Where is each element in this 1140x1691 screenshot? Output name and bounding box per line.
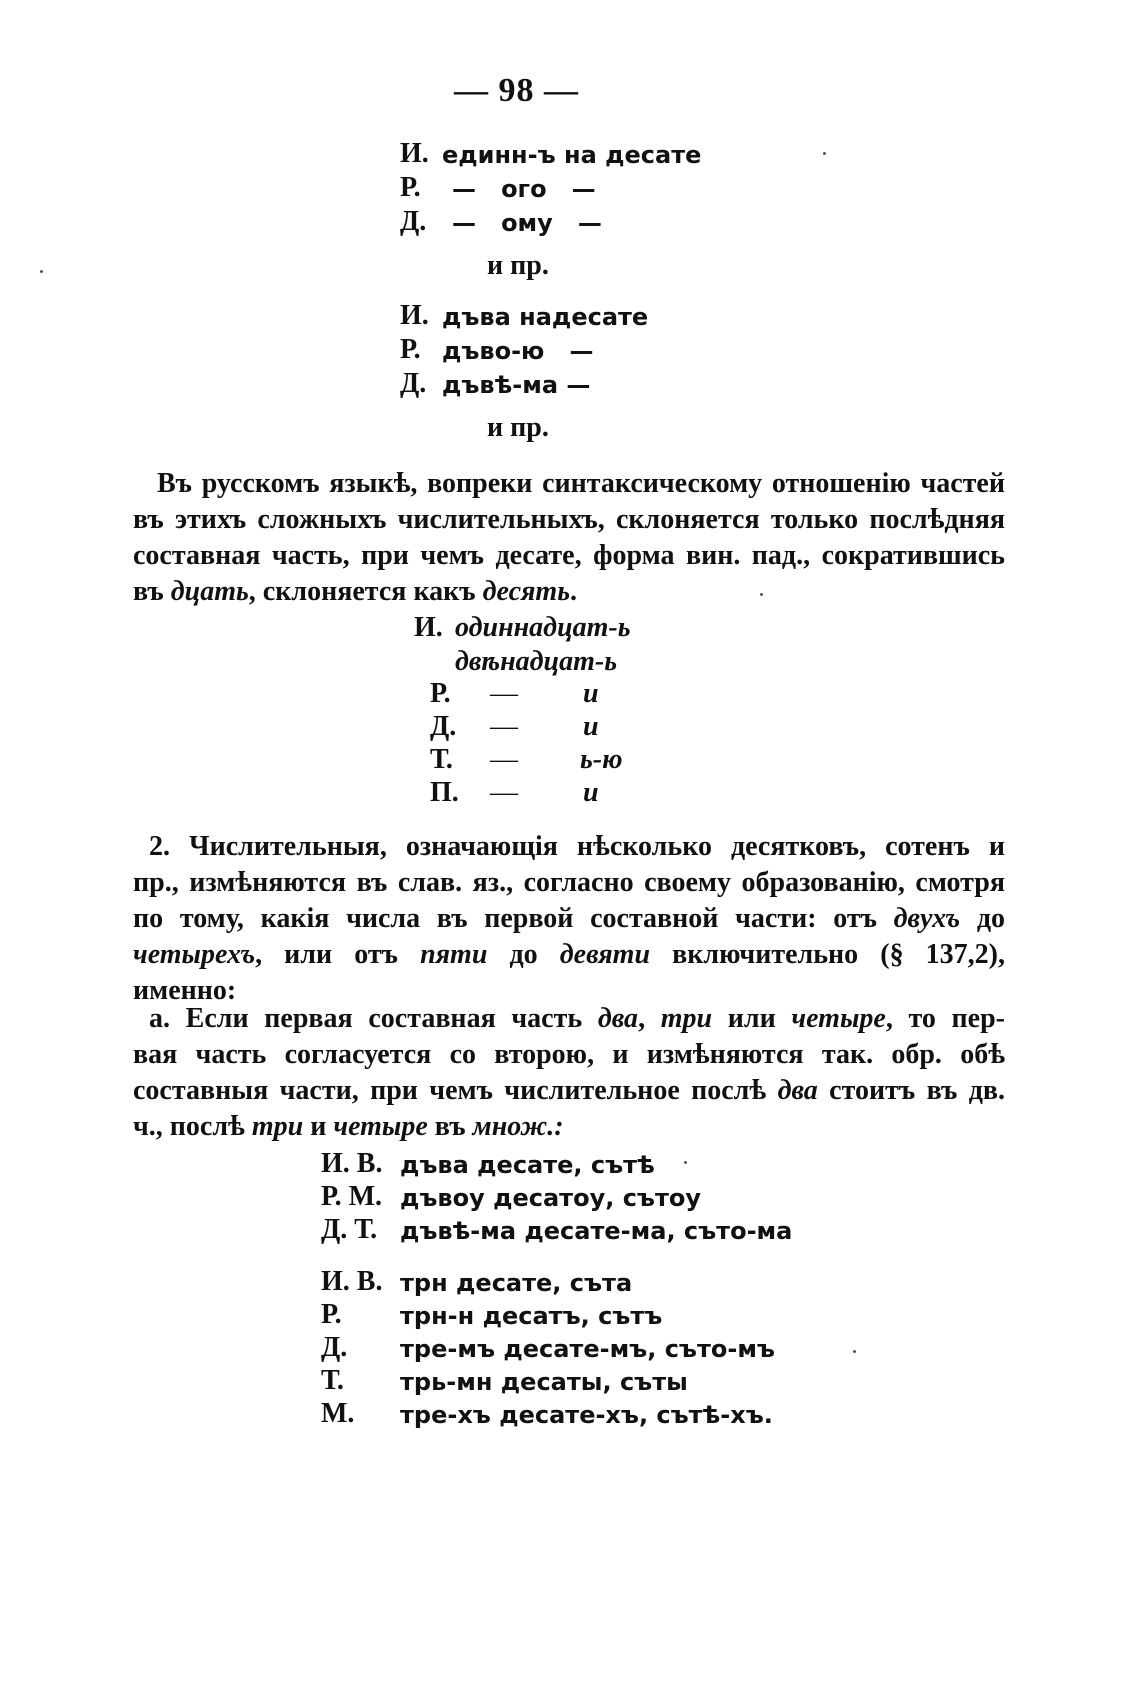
case-label: И. В. xyxy=(321,1148,383,1179)
text-span: , или отъ xyxy=(255,939,421,970)
italic-term: девяти xyxy=(559,939,651,970)
text-span: , склоняется какъ xyxy=(248,576,483,607)
italic-term: два xyxy=(777,1075,818,1106)
paradigm-form: единн-ъ на десате xyxy=(442,141,702,169)
etc-label: и пр. xyxy=(487,412,549,443)
scan-speck xyxy=(853,1350,856,1353)
paradigm-form: дъва надесате xyxy=(442,303,649,331)
paragraph-russian-declension xyxy=(133,466,1005,610)
text-span: . xyxy=(570,576,578,607)
case-label: И. xyxy=(414,612,443,643)
case-label: Д. xyxy=(430,711,457,742)
paradigm-form: дъвоу десатоу, сътоу xyxy=(400,1184,701,1212)
paradigm-form: — ому — xyxy=(452,209,602,237)
italic-term: двухъ xyxy=(893,903,961,934)
text-line: въ этихъ сложныхъ числительныхъ, склоняется только послѣдняя xyxy=(133,504,1005,535)
case-label: Д. xyxy=(400,206,427,237)
case-label: Р. xyxy=(321,1299,342,1330)
text-span: въ xyxy=(133,576,171,607)
text-line: 2. Числительныя, означающія нѣсколько десятковъ, сотенъ и xyxy=(149,831,1005,862)
case-label: Т. xyxy=(321,1365,344,1396)
scan-speck xyxy=(40,270,43,273)
scan-speck xyxy=(823,152,826,155)
text-span: и xyxy=(303,1111,334,1142)
paradigm-form: дъвѣ-ма десате-ма, съто-ма xyxy=(400,1217,793,1245)
text-line xyxy=(133,1109,1005,1145)
text-span: , то пер- xyxy=(885,1003,1005,1034)
case-label: Р. xyxy=(400,172,421,203)
case-ending: ь-ю xyxy=(580,744,623,775)
paradigm-form: трн-н десатъ, сътъ xyxy=(400,1302,663,1330)
case-label: П. xyxy=(430,777,459,808)
italic-term: четыре xyxy=(791,1003,886,1034)
paragraph-tens-hundreds xyxy=(133,829,1005,1009)
text-span: включительно (§ 137,2), xyxy=(650,939,1005,970)
italic-term: множ.: xyxy=(472,1111,564,1142)
text-line: вая часть согласуется со второю, и измѣняются так. обр. обѣ xyxy=(133,1039,1005,1070)
case-ending: и xyxy=(583,711,599,742)
paradigm-form: трь-мн десаты, съты xyxy=(400,1368,688,1396)
text-span: до xyxy=(960,903,1005,934)
text-span: ч., послѣ xyxy=(133,1111,252,1142)
italic-term: три xyxy=(660,1003,713,1034)
italic-term: четыре xyxy=(333,1111,428,1142)
paradigm-form: дъво-ю — xyxy=(442,337,594,365)
text-line: пр., измѣняются въ слав. яз., согласно своему образованію, смотря xyxy=(133,867,1005,898)
text-line: именно: xyxy=(133,975,237,1006)
paradigm-form: — ого — xyxy=(452,175,596,203)
case-label: Р. М. xyxy=(321,1181,383,1212)
text-span: , xyxy=(638,1003,661,1034)
text-span: или xyxy=(712,1003,792,1034)
text-span: въ xyxy=(427,1111,473,1142)
case-label: Д. Т. xyxy=(321,1214,378,1245)
scan-speck xyxy=(760,593,763,596)
italic-term: два xyxy=(597,1003,639,1034)
text-line: составная часть, при чемъ десате, форма вин. пад., сократившись xyxy=(133,540,1005,571)
text-line xyxy=(133,1001,1005,1037)
dash: — xyxy=(490,711,518,742)
italic-term: дцать xyxy=(170,576,249,607)
paradigm-form: дъвѣ-ма — xyxy=(442,371,591,399)
case-label: И. В. xyxy=(321,1266,383,1297)
paradigm-form: одиннадцат-ь xyxy=(455,612,631,643)
case-label: Д. xyxy=(321,1332,348,1363)
case-ending: и xyxy=(583,678,599,709)
case-label: Т. xyxy=(430,744,453,775)
scan-speck xyxy=(684,1161,687,1164)
italic-term: пяти xyxy=(420,939,488,970)
paradigm-form: тре-хъ десате-хъ, сътѣ-хъ. xyxy=(400,1401,773,1429)
case-label: М. xyxy=(321,1398,355,1429)
italic-term: четырехъ xyxy=(133,939,256,970)
text-line: Въ русскомъ языкѣ, вопреки синтаксическому отношенію частей xyxy=(157,468,1005,499)
text-line xyxy=(133,574,1005,610)
text-span: стоитъ въ дв. xyxy=(817,1075,1005,1106)
text-line xyxy=(133,1073,1005,1109)
text-span: составныя части, при чемъ числительное послѣ xyxy=(133,1075,778,1106)
dash: — xyxy=(490,777,518,808)
case-label: И. xyxy=(400,138,429,169)
case-label: Р. xyxy=(400,334,421,365)
paradigm-form: двѣнадцат-ь xyxy=(455,646,617,677)
etc-label: и пр. xyxy=(487,250,549,281)
dash: — xyxy=(490,744,518,775)
case-label: Д. xyxy=(400,368,427,399)
text-span: по тому, какія числа въ первой составной части: отъ xyxy=(133,903,894,934)
text-line xyxy=(133,937,1005,973)
paradigm-form: дъва десате, сътѣ xyxy=(400,1151,655,1179)
case-label: Р. xyxy=(430,678,451,709)
text-span: а. Если первая составная часть xyxy=(149,1003,598,1034)
page-number: — 98 — xyxy=(454,72,579,109)
italic-term: десять xyxy=(482,576,571,607)
text-line xyxy=(133,901,1005,937)
case-label: И. xyxy=(400,300,429,331)
case-ending: и xyxy=(583,777,599,808)
text-span: до xyxy=(487,939,560,970)
paradigm-form: трн десате, съта xyxy=(400,1269,633,1297)
dash: — xyxy=(490,678,518,709)
italic-term: три xyxy=(251,1111,304,1142)
paradigm-form: тре-мъ десате-мъ, съто-мъ xyxy=(400,1335,775,1363)
paragraph-case-a xyxy=(133,1001,1005,1145)
